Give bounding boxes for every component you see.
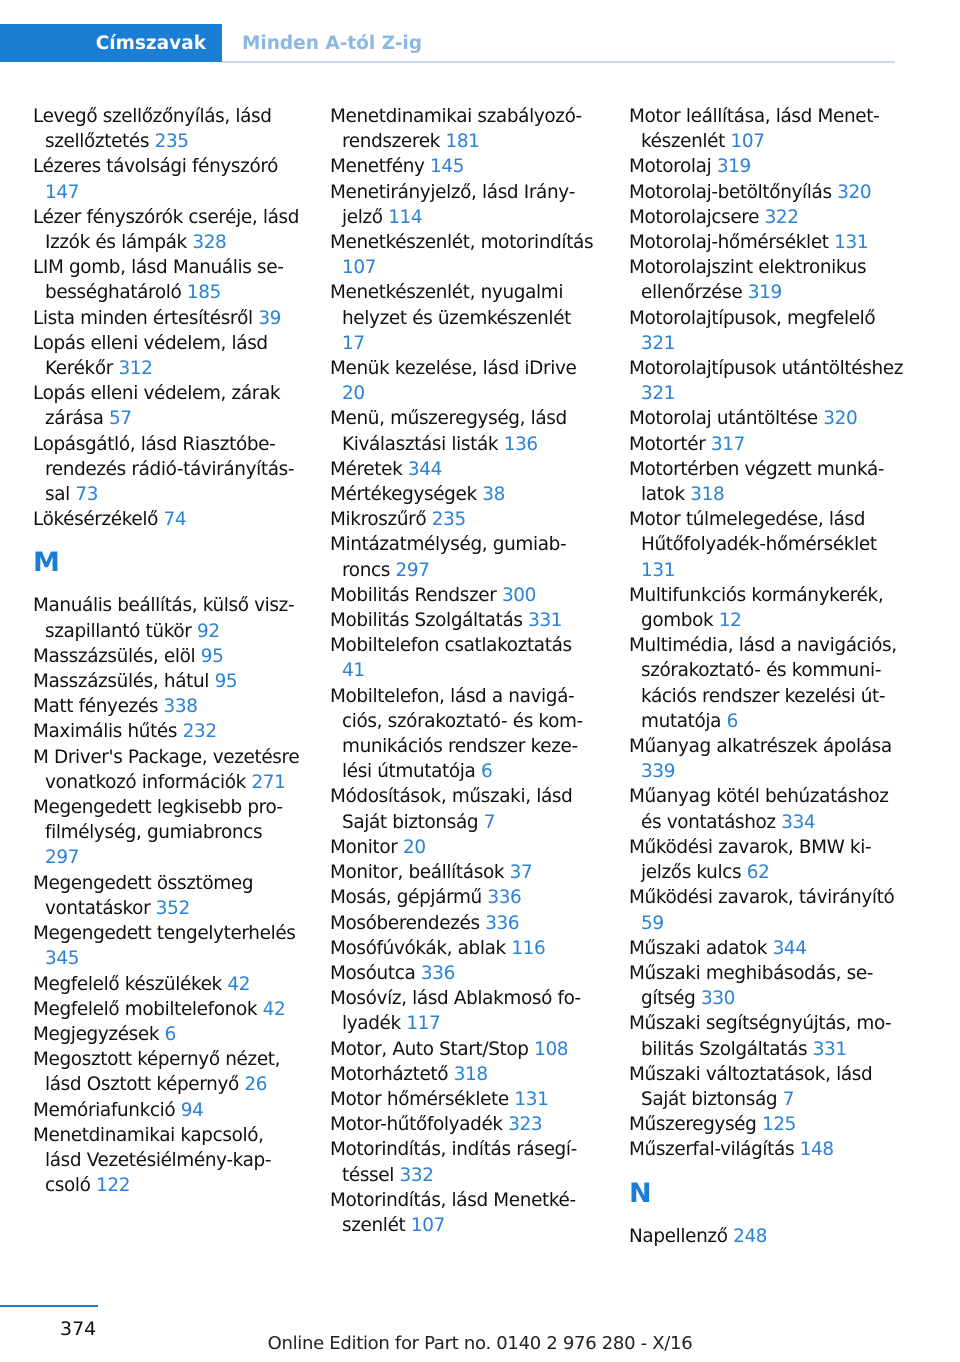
index-entry	[33, 1098, 301, 1123]
index-entry-text: Műszaki változtatások, lásd Saját biztonság	[629, 1063, 873, 1110]
page-number: 374	[60, 1318, 97, 1340]
index-page-link[interactable]: 181	[445, 131, 480, 153]
index-page-link[interactable]: 26	[244, 1074, 268, 1096]
index-entry-text: Mosóutca	[330, 962, 421, 984]
index-entry-text: Motortér	[629, 433, 711, 455]
index-page-link[interactable]: 345	[45, 948, 80, 970]
index-page-link[interactable]: 122	[96, 1175, 131, 1197]
index-entry-text: Megengedett legkisebb profilmélység, gumiabroncs	[33, 797, 283, 844]
index-entry-text: Műszerfal-világítás	[629, 1139, 800, 1161]
index-entry	[330, 180, 598, 230]
index-entry	[629, 432, 904, 457]
index-entry	[629, 885, 904, 935]
index-page-link[interactable]: 73	[75, 484, 99, 506]
index-column-1	[33, 104, 301, 1198]
index-entry	[629, 306, 904, 356]
index-entry	[629, 406, 904, 431]
index-page-link[interactable]: 20	[342, 383, 365, 405]
index-entry-text: Műanyag kötél behúzatáshoz és vontatáshoz	[629, 786, 889, 833]
index-page-link[interactable]: 57	[109, 408, 132, 430]
index-entry-text: Menetdinamikai kapcsoló, lásd Vezetésiélmény-kapcsoló	[33, 1124, 272, 1197]
tab-minden-a-tol-z-ig[interactable]: Minden A-tól Z-ig	[242, 32, 423, 54]
index-entry-text: Motorindítás, lásd Menetkészenlét	[330, 1189, 577, 1236]
index-page-link[interactable]: 318	[690, 484, 725, 506]
index-entry-text: Mintázatmélység, gumiabroncs	[330, 534, 567, 581]
index-page-link[interactable]: 7	[782, 1088, 795, 1110]
index-entry-text: Megengedett tengelyterhelés	[33, 923, 296, 945]
index-page-link[interactable]: 114	[388, 206, 423, 228]
index-entry-text: Menetfény	[330, 156, 431, 178]
index-page-link[interactable]: 319	[747, 282, 782, 304]
index-column-3	[629, 104, 904, 1249]
index-page-link[interactable]: 92	[196, 620, 220, 642]
index-entry	[33, 432, 301, 508]
index-entry	[629, 507, 904, 583]
index-page-link[interactable]: 297	[45, 847, 80, 869]
index-page-link[interactable]: 312	[118, 358, 153, 380]
index-entry-text: Menetirányjelző, lásd Irányjelző	[330, 181, 576, 228]
index-entry-text: Motor-hűtőfolyadék	[330, 1114, 509, 1136]
index-entry-text: Műszeregység	[629, 1114, 762, 1136]
index-entry	[33, 719, 301, 744]
index-entry	[33, 972, 301, 997]
index-page-link[interactable]: 352	[155, 897, 190, 919]
index-page-link[interactable]: 338	[163, 696, 198, 718]
index-page-link[interactable]: 297	[395, 559, 430, 581]
index-entry	[33, 1047, 301, 1097]
index-entry	[629, 154, 904, 179]
index-entry	[629, 457, 904, 507]
index-entry-text: Multifunkciós kormánykerék, gombok	[629, 584, 884, 632]
index-entry	[330, 608, 598, 633]
index-entry	[629, 936, 904, 961]
index-entry	[330, 633, 598, 683]
index-entry-text: Műanyag alkatrészek ápolása	[629, 736, 892, 758]
index-entry-text: Méretek	[330, 458, 408, 480]
index-entry	[330, 356, 598, 406]
index-entry-text: Lézer fényszórók cseréje, lásd Izzók és lámpák	[33, 206, 300, 254]
index-page-link[interactable]: 125	[761, 1114, 797, 1136]
index-page-link[interactable]: 339	[641, 761, 676, 783]
index-entry-text: Lézeres távolsági fényszóró	[33, 156, 279, 178]
tab-cimszavak[interactable]: Címszavak	[0, 24, 222, 62]
index-entry	[33, 205, 301, 255]
index-page-link[interactable]: 336	[420, 962, 455, 984]
index-entry	[33, 1123, 301, 1199]
index-page-link[interactable]: 328	[192, 232, 227, 254]
index-entry-text: Mobilitás Szolgáltatás	[330, 610, 529, 632]
index-entry-text: Mobilitás Rendszer	[330, 584, 502, 606]
index-page-link[interactable]: 235	[154, 131, 189, 153]
index-entry-text: Menetkészenlét, motorindítás	[330, 232, 594, 254]
index-entry-text: Mosófúvókák, ablak	[330, 937, 512, 959]
index-entry-text: Motor leállítása, lásd Menetkészenlét	[629, 106, 880, 153]
index-entry	[629, 1137, 904, 1162]
index-entry	[330, 1087, 598, 1112]
index-page-link[interactable]: 336	[485, 912, 520, 934]
index-entry-text: Motorolajtípusok, megfelelő	[629, 307, 876, 329]
index-page-link[interactable]: 38	[482, 484, 505, 506]
index-entry	[330, 1112, 598, 1137]
index-page-link[interactable]: 37	[509, 862, 533, 884]
index-entry	[33, 593, 301, 643]
index-entry-text: Matt fényezés	[33, 696, 164, 718]
index-entry-text: Monitor	[330, 836, 403, 858]
index-entry-text: Mértékegységek	[330, 484, 483, 506]
index-page-link[interactable]: 331	[812, 1038, 847, 1060]
index-entry-text: Motorolajszint elektronikus ellenőrzése	[629, 257, 867, 304]
index-page-link[interactable]: 20	[402, 836, 426, 858]
edition-footer: Online Edition for Part no. 0140 2 976 280 - X/16	[267, 1333, 693, 1354]
index-page-link[interactable]: 95	[200, 645, 224, 667]
index-page-link[interactable]: 323	[508, 1114, 543, 1136]
index-entry	[33, 745, 301, 795]
index-entry	[330, 835, 598, 860]
index-entry-text: Manuális beállítás, külső viszszapillantó tükör	[33, 595, 295, 642]
index-page-link[interactable]: 17	[342, 332, 365, 354]
index-entry	[330, 936, 598, 961]
index-page-link[interactable]: 107	[410, 1214, 445, 1236]
index-entry	[330, 280, 598, 356]
index-entry-text: Műszaki segítségnyújtás, mobilitás Szolgáltatás	[629, 1013, 892, 1060]
index-page-link[interactable]: 300	[501, 584, 536, 606]
index-entry-text: Megjegyzések	[33, 1023, 165, 1045]
index-entry	[330, 457, 598, 482]
index-page-link[interactable]: 117	[406, 1013, 441, 1035]
index-page-link[interactable]: 94	[180, 1099, 204, 1121]
index-page-link[interactable]: 131	[514, 1088, 549, 1110]
index-page-link[interactable]: 319	[716, 156, 751, 178]
index-page-link[interactable]: 271	[251, 771, 286, 793]
index-entry	[629, 583, 904, 633]
index-page-link[interactable]: 42	[262, 998, 286, 1020]
index-page-link[interactable]: 6	[726, 710, 738, 732]
index-entry	[33, 255, 301, 305]
index-entry-text: Motorolaj	[629, 156, 717, 178]
index-page-link[interactable]: 39	[258, 307, 282, 329]
index-entry-text: Multimédia, lásd a navigációs, szórakoztató- és kommunikációs rendszer kezelési útmutatója	[629, 635, 897, 732]
index-entry-text: Motor, Auto Start/Stop	[330, 1038, 535, 1060]
index-entry	[330, 406, 598, 456]
index-entry-text: Motorolaj-betöltőnyílás	[629, 181, 838, 203]
index-page-link[interactable]: 317	[710, 433, 745, 455]
index-entry-text: Menük kezelése, lásd iDrive	[330, 358, 577, 380]
index-entry	[629, 356, 904, 406]
index-page-link[interactable]: 107	[342, 257, 377, 279]
index-entry-text: Maximális hűtés	[33, 721, 183, 743]
index-entry-text: Menetkészenlét, nyugalmi helyzet és üzemkészenlét	[330, 282, 572, 329]
index-page-link[interactable]: 62	[746, 862, 770, 884]
index-entry-text: Memóriafunkció	[33, 1099, 181, 1121]
index-letter-heading: M	[33, 547, 60, 579]
index-entry	[330, 784, 598, 834]
index-entry-text: Mosás, gépjármű	[330, 887, 488, 909]
tab-underline	[222, 61, 895, 63]
index-page-link[interactable]: 330	[700, 988, 736, 1010]
index-entry	[33, 694, 301, 719]
index-page-link[interactable]: 185	[186, 282, 221, 304]
index-entry-text: Megengedett össztömeg vontatáskor	[33, 872, 254, 919]
index-entry-text: Levegő szellőzőnyílás, lásd szellőztetés	[33, 106, 272, 153]
index-entry	[629, 961, 904, 1011]
index-entry	[629, 255, 904, 305]
footer-rule	[0, 1305, 98, 1307]
index-entry	[330, 154, 598, 179]
index-entry-text: M Driver's Package, vezetésre vonatkozó információk	[33, 746, 300, 793]
index-entry-text: Mobiltelefon, lásd a navigációs, szórakoztató- és kommunikációs rendszer kezelési útmutatója	[330, 685, 584, 783]
index-entry	[629, 180, 904, 205]
index-page-link[interactable]: 321	[641, 332, 676, 354]
index-entry	[33, 921, 301, 971]
index-entry-text: Lopásgátló, lásd Riasztóberendezés rádió-távirányítással	[33, 433, 295, 506]
index-entry	[330, 507, 598, 532]
index-page-link[interactable]: 145	[430, 156, 465, 178]
index-entry	[629, 1062, 904, 1112]
index-entry	[330, 482, 598, 507]
index-entry	[629, 835, 904, 885]
index-entry-text: LIM gomb, lásd Manuális sebességhatároló	[33, 257, 284, 304]
index-page-link[interactable]: 344	[407, 458, 442, 480]
index-page-link[interactable]: 42	[227, 973, 251, 995]
index-page-link[interactable]: 232	[182, 721, 217, 743]
index-page-link[interactable]: 108	[534, 1038, 569, 1060]
index-entry	[330, 911, 598, 936]
index-entry-text: Masszázsülés, hátul	[33, 671, 215, 693]
index-entry	[330, 1062, 598, 1087]
index-entry-text: Motorolaj utántöltése	[629, 408, 824, 430]
index-entry-text: Motortérben végzett munkálatok	[629, 458, 885, 506]
index-entry	[330, 1137, 598, 1187]
index-entry-text: Megfelelő készülékek	[33, 973, 228, 995]
index-page-link[interactable]: 12	[718, 610, 742, 632]
index-page-link[interactable]: 336	[487, 887, 522, 909]
index-entry	[629, 734, 904, 784]
index-entry	[629, 633, 904, 734]
index-entry	[330, 961, 598, 986]
index-page-link[interactable]: 7	[483, 811, 496, 833]
index-entry	[33, 154, 301, 204]
index-page-link[interactable]: 334	[781, 811, 816, 833]
index-page-link[interactable]: 131	[834, 232, 869, 254]
index-entry	[629, 104, 904, 154]
index-entry-text: Motorolajcsere	[629, 206, 765, 228]
index-entry	[33, 306, 301, 331]
index-entry-text: Lökésérzékelő	[33, 509, 164, 531]
index-entry-text: Lista minden értesítésről	[33, 307, 259, 329]
index-entry	[33, 507, 301, 532]
index-entry	[33, 331, 301, 381]
index-entry-text: Motorindítás, indítás rásegítéssel	[330, 1139, 578, 1186]
index-entry	[330, 104, 598, 154]
index-page-link[interactable]: 147	[45, 181, 80, 203]
index-entry	[330, 230, 598, 280]
index-entry	[330, 1188, 598, 1238]
index-entry-text: Műszaki meghibásodás, segítség	[629, 962, 874, 1010]
index-entry	[33, 871, 301, 921]
index-letter-heading: N	[629, 1177, 652, 1209]
index-entry	[629, 1011, 904, 1061]
index-entry-text: Monitor, beállítások	[330, 862, 510, 884]
index-entry-text: Motor hőmérséklete	[330, 1088, 515, 1110]
index-page-link[interactable]: 59	[641, 912, 664, 934]
index-entry-text: Masszázsülés, elöl	[33, 645, 201, 667]
index-entry-text: Motorolajtípusok utántöltéshez	[629, 358, 904, 380]
index-page-link[interactable]: 322	[764, 206, 799, 228]
index-page-link[interactable]: 95	[214, 671, 238, 693]
index-page-link[interactable]: 344	[772, 937, 807, 959]
index-page-link[interactable]: 74	[163, 509, 187, 531]
index-entry	[330, 532, 598, 582]
index-entry	[33, 104, 301, 154]
index-page-link[interactable]: 248	[733, 1225, 768, 1247]
index-entry	[629, 205, 904, 230]
index-page-link[interactable]: 320	[837, 181, 872, 203]
index-entry	[330, 684, 598, 785]
index-entry-text: Napellenző	[629, 1225, 734, 1247]
index-entry	[33, 381, 301, 431]
index-page-link[interactable]: 107	[730, 131, 765, 153]
index-page-link[interactable]: 148	[799, 1139, 834, 1161]
index-column-2	[330, 104, 598, 1238]
index-entry	[629, 784, 904, 834]
index-page-link[interactable]: 131	[641, 559, 676, 581]
index-page-link[interactable]: 318	[453, 1063, 488, 1085]
index-entry	[629, 1224, 904, 1249]
index-entry-text: Mosóvíz, lásd Ablakmosó folyadék	[330, 988, 582, 1035]
index-entry	[629, 1112, 904, 1137]
index-page-link[interactable]: 332	[399, 1164, 434, 1186]
index-entry-text: Megfelelő mobiltelefonok	[33, 998, 263, 1020]
index-entry	[33, 997, 301, 1022]
index-entry	[33, 669, 301, 694]
index-entry	[629, 230, 904, 255]
index-page-link[interactable]: 235	[431, 509, 466, 531]
index-entry-text: Menetdinamikai szabályozórendszerek	[330, 106, 583, 153]
index-page-link[interactable]: 331	[528, 610, 563, 632]
header-tabs	[0, 24, 895, 64]
index-page-link[interactable]: 320	[823, 408, 858, 430]
index-entry-text: Megosztott képernyő nézet, lásd Osztott képernyő	[33, 1049, 281, 1096]
index-entry-text: Mikroszűrő	[330, 509, 432, 531]
index-entry-text: Műszaki adatok	[629, 937, 773, 959]
index-entry-text: Lopás elleni védelem, lásd Kerékőr	[33, 332, 268, 380]
index-entry	[330, 1037, 598, 1062]
index-entry-text: Menü, műszeregység, lásd Kiválasztási listák	[330, 408, 567, 455]
index-entry-text: Működési zavarok, BMW kijelzős kulcs	[629, 836, 872, 884]
index-entry-text: Motorolaj-hőmérséklet	[629, 232, 835, 254]
index-page-link[interactable]: 41	[342, 660, 365, 682]
index-entry	[330, 986, 598, 1036]
index-entry-text: Mobiltelefon csatlakoztatás	[330, 635, 572, 657]
index-entry-text: Lopás elleni védelem, zárak zárása	[33, 383, 281, 430]
index-entry	[33, 1022, 301, 1047]
index-page-link[interactable]: 6	[164, 1023, 177, 1045]
index-entry-text: Módosítások, műszaki, lásd Saját biztonság	[330, 786, 573, 833]
index-entry	[33, 644, 301, 669]
index-entry-text: Mosóberendezés	[330, 912, 486, 934]
index-entry	[33, 795, 301, 871]
index-entry	[330, 860, 598, 885]
index-page-link[interactable]: 321	[641, 383, 676, 405]
index-page-link[interactable]: 116	[511, 937, 546, 959]
index-page-link[interactable]: 136	[503, 433, 538, 455]
index-entry-text: Motor túlmelegedése, lásd Hűtőfolyadék-hőmérséklet	[629, 509, 877, 556]
index-entry-text: Működési zavarok, távirányító	[629, 887, 895, 909]
index-entry	[330, 583, 598, 608]
index-page-link[interactable]: 6	[480, 761, 493, 783]
index-entry-text: Motorháztető	[330, 1063, 454, 1085]
index-entry	[330, 885, 598, 910]
